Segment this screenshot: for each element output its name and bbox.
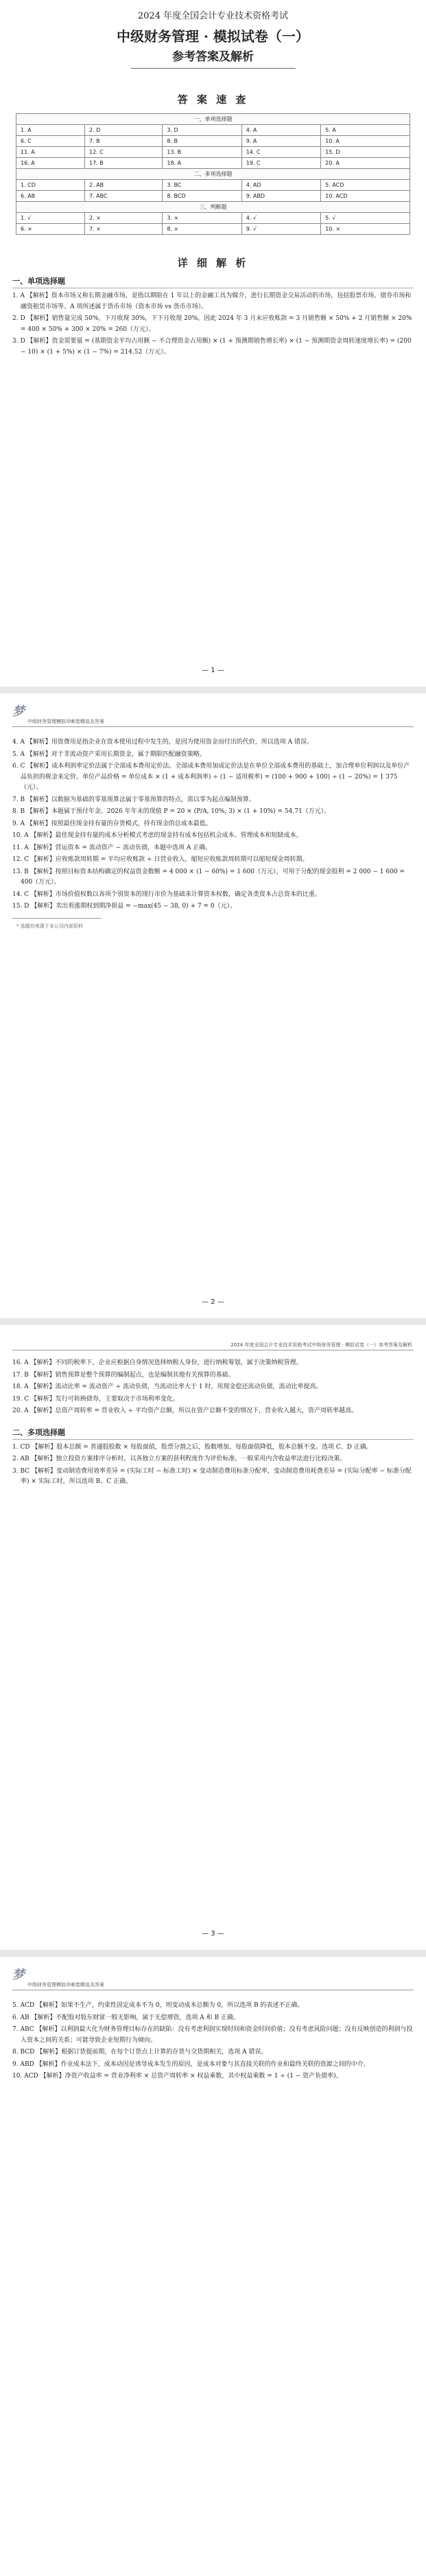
explanation-item: 11. A 【解析】营运资本 = 流动资产 − 流动负债，本题中选项 A 正确。: [12, 844, 212, 851]
page-header: [0, 1325, 426, 1353]
answer-cell: 10. A: [321, 136, 410, 147]
answer-cell: 14. C: [241, 147, 320, 158]
answer-cell: 1. CD: [16, 180, 85, 191]
explanation-item: 4. A 【解析】用资费用是指企业在资本使用过程中发生的，是因为使用资金而付出的代价，所以选项 A 错误。: [12, 739, 313, 746]
brand-logo-icon: 梦: [12, 704, 25, 719]
answer-cell: 3. BC: [163, 180, 241, 191]
table-row: [16, 125, 410, 136]
explanation-item: 5. A 【解析】对于非流动资产采用长期资金，属于期限匹配融资策略。: [12, 750, 206, 758]
table-row: [16, 158, 410, 169]
title-divider: [131, 68, 296, 69]
explanation-item: 10. ACD 【解析】净资产收益率 = 营业净利率 × 总资产周转率 × 权益乘数，其中权益乘数 = 1 ÷ (1 − 资产负债率)。: [12, 2073, 342, 2080]
page-1: [0, 0, 426, 687]
answer-cell: 1. √: [16, 213, 85, 224]
answer-cell: 3. D: [163, 125, 241, 136]
explanation-item: 9. ABD 【解析】作业成本法下，成本动因是诱导成本发生的原因，是成本对象与其直接关联的作业和最终关联的资源之间的中介。: [12, 2060, 370, 2068]
table-row: [16, 224, 410, 235]
explanation-item: 7. ABC 【解析】以利润最大化为财务管理目标存在的缺陷：没有考虑利润实现时间和资金时间价值；没有考虑风险问题；没有反映创造的利润与投入资本之间的关系；可能导致企业短期行为倾向。: [12, 2026, 413, 2044]
answer-cell: 12. C: [85, 147, 163, 158]
header-text: 2024 年度全国会计专业技术资格考试中级财务管理 · 模拟试卷（一）参考答案及解析: [230, 1342, 412, 1348]
explanation-item: 7. B 【解析】以数据为基础的零基预算法属于零基预算的特点，需以零为起点编制预算。: [12, 796, 255, 803]
answer-cell: 5. ACD: [321, 180, 410, 191]
answer-cell: 6. C: [16, 136, 85, 147]
explanation-item: 14. C 【解析】市场价值权数以各项个别资本的现行市价为基础来计算资本权数，确定各类资本占总资本的比重。: [12, 890, 321, 898]
judge-caption: 三、判断题: [16, 202, 410, 213]
explanation-item: 9. A 【解析】按照最佳现金持有量的存货模式，持有现金的总成本最低。: [12, 820, 212, 827]
answer-cell: 4. A: [241, 125, 320, 136]
exam-year: 2024 年度全国会计专业技术资格考试: [137, 11, 289, 21]
answer-cell: 7. B: [85, 136, 163, 147]
explanation-item: 2. D 【解析】销售量完成 50%，下月收现 30%，下下月收现 20%。因此 2024 年 3 月末应收账款 = 3 月销售额 × 50% + 2 月销售额 × 20% = 400 × 50% + 300 × 20% = 260（万元）。: [12, 315, 412, 333]
page-number: — 3 —: [202, 1930, 224, 1937]
explanation-item: 5. ACD 【解析】如果不生产，约束性固定成本不为 0，则变动成本总额为 0，所以选项 B 的表述不正确。: [12, 2002, 304, 2009]
explanation-item: 13. B 【解析】按照目标资本结构确定的权益资金数额 = 4 000 × (1 − 60%) = 1 600（万元），可用于分配的现金股利 = 2 000 − 1 600 = 400（万元）。: [12, 868, 405, 886]
page-subtitle: 参考答案及解析: [172, 50, 254, 64]
single-choice-caption: 一、单项选择题: [16, 114, 410, 125]
explanation-item: 3. D 【解析】资金需要量 = (基期资金平均占用额 − 不合理资金占用额) × (1 + 预测期销售增长率) × (1 − 预测期资金周转速度增长率) = (200 − 10) × (1 + 5%) × (1 − 7%) = 214.52（万元）。: [12, 338, 412, 356]
answer-cell: 5. A: [321, 125, 410, 136]
table-row: [16, 147, 410, 158]
answer-cell: 8. ×: [163, 224, 241, 235]
answer-cell: 8. B: [163, 136, 241, 147]
answer-cell: 10. ACD: [321, 191, 410, 202]
explanation-item: 19. C 【解析】发行可转换债券，主要取决于市场利率变化。: [12, 1395, 179, 1403]
table-row: [16, 136, 410, 147]
page-number: — 2 —: [202, 1298, 224, 1306]
page-2-body: [0, 737, 426, 930]
quick-answers-table: [16, 113, 410, 235]
answer-cell: 7. ABC: [85, 191, 163, 202]
answer-cell: 9. √: [241, 224, 320, 235]
answer-cell: 8. BCD: [163, 191, 241, 202]
page-2: [0, 693, 426, 1318]
detail-heading: 详 细 解 析: [177, 257, 249, 269]
page-3-body: [0, 1358, 426, 1489]
answer-cell: 6. ×: [16, 224, 85, 235]
brand-logo-icon: 梦: [12, 1968, 25, 1982]
header-text: 中级财务管理模拟冲刺卷精选及答案: [27, 719, 104, 724]
answer-cell: 13. B: [163, 147, 241, 158]
page-header: [0, 1957, 426, 1995]
answer-cell: 15. D: [321, 147, 410, 158]
answer-cell: 9. A: [241, 136, 320, 147]
explanation-item: 6. AB 【解析】不配股对股东财富一般无影响，属于无偿增资，选项 A 和 B 正确。: [12, 2014, 239, 2021]
explanation-item: 17. B 【解析】销售预算是整个预算的编制起点，也是编制其他有关预算的基础。: [12, 1371, 235, 1379]
answer-cell: 11. A: [16, 147, 85, 158]
answer-cell: 2. ×: [85, 213, 163, 224]
page-4-body: [0, 2001, 426, 2084]
answer-cell: 6. AB: [16, 191, 85, 202]
page-number: — 1 —: [202, 667, 224, 674]
page-header: [0, 693, 426, 732]
explanation-item: 8. BCD 【解析】根据订货提前期，在每个订货点上计算的存货与交货期相关，选项 A 错误。: [12, 2049, 268, 2056]
explanation-item: 3. BC 【解析】变动制造费用效率差异 = (实际工时 − 标准工时) × 变动制造费用标准分配率，变动制造费用耗费差异 = (实际分配率 − 标准分配率) × 实际工时，所以选项 B、C 正确。: [12, 1467, 412, 1485]
explanation-item: 20. A 【解析】总资产周转率 = 营业收入 ÷ 平均资产总额，所以在资产总额不变的情况下，营业收入越大，资产周转率越高。: [12, 1407, 358, 1414]
answer-cell: 9. ABD: [241, 191, 320, 202]
part1-title: 一、单项选择题: [12, 275, 414, 288]
page-4: [0, 1957, 426, 2576]
table-row: [16, 191, 410, 202]
answer-cell: 18. A: [163, 158, 241, 169]
header-text: 中级财务管理模拟冲刺卷精选及答案: [27, 1982, 104, 1988]
table-row: [16, 213, 410, 224]
answer-cell: 4. AD: [241, 180, 320, 191]
page-3: [0, 1325, 426, 1950]
explanation-item: 12. C 【解析】应收账款周转期 = 平均应收账款 ÷ 日营业收入，缩短应收账款周转期可以缩短现金周转期。: [12, 856, 309, 863]
footnote: * 选题均来源于本公司内部资料: [16, 923, 83, 929]
explanation-item: 6. C 【解析】成本利润率定价法属于全部成本费用定价法。全部成本费用加成定价法是在单位全部成本费用的基础上，加合理单位利润以及单位产品负担的税金来定价。单位产品价格 = 单位成本 × (1 + 成本利润率) ÷ (1 − 适用税率) = (100 + 900 + 100) ÷ (1 − 20%) = 1 375（元）。: [12, 763, 410, 791]
answer-cell: 19. C: [241, 158, 320, 169]
answer-cell: 2. D: [85, 125, 163, 136]
answer-cell: 7. ×: [85, 224, 163, 235]
answer-cell: 3. ×: [163, 213, 241, 224]
quick-answers-heading: 答 案 速 查: [177, 93, 249, 106]
header-divider: [12, 726, 414, 727]
answer-cell: 1. A: [16, 125, 85, 136]
answer-cell: 20. A: [321, 158, 410, 169]
explanation-item: 18. A 【解析】流动比率 = 流动资产 ÷ 流动负债，当流动比率大于 1 时，用现金偿还流动负债，流动比率提高。: [12, 1383, 322, 1390]
explanation-item: 8. B 【解析】本题属于预付年金。2026 年年末的现值 P = 20 × (P/A, 10%, 3) × (1 + 10%) = 54.71（万元）。: [12, 808, 331, 815]
answer-cell: 5. √: [321, 213, 410, 224]
part2-title: 二、多项选择题: [12, 1427, 414, 1440]
explanation-item: 1. A 【解析】资本市场又称长期金融市场，是指以期限在 1 年以上的金融工具为媒介，进行长期资金交易活动的市场，包括股票市场、债券市场和融资租赁市场等。A 项所述属于货币市场（资本市场 vs 货币市场）。: [12, 292, 412, 310]
explanation-item: 16. A 【解析】不同的税率下，企业应根据自身情况选择纳税人身份，进行纳税筹划，属于决策纳税管理。: [12, 1359, 303, 1366]
answer-cell: 2. AB: [85, 180, 163, 191]
table-row: [16, 180, 410, 191]
answer-cell: 16. A: [16, 158, 85, 169]
page-title: 中级财务管理 · 模拟试卷（一）: [117, 28, 309, 45]
footnote-divider: [12, 918, 102, 919]
explanation-item: 2. AB 【解析】独立投资方案排序分析时，以各独立方案的获利程度作为评价标准，一般采用内含收益率法进行比较决策。: [12, 1456, 346, 1462]
answer-cell: 17. B: [85, 158, 163, 169]
multi-choice-caption: 二、多项选择题: [16, 169, 410, 180]
explanation-item: 10. A 【解析】最佳现金持有量的成本分析模式考虑的现金持有成本包括机会成本、管理成本和短缺成本。: [12, 832, 303, 839]
explanation-item: 1. CD 【解析】股本总额 = 普通股股数 × 每股面值，股票分割之后，股数增加，每股面值降低，股本总额不变。选项 C、D 正确。: [12, 1443, 372, 1451]
explanation-item: 15. D 【解析】卖出看涨期权到期净损益 = −max(45 − 38, 0) + 7 = 0（元）。: [12, 903, 237, 910]
answer-cell: 10. ×: [321, 224, 410, 235]
answer-cell: 4. √: [241, 213, 320, 224]
